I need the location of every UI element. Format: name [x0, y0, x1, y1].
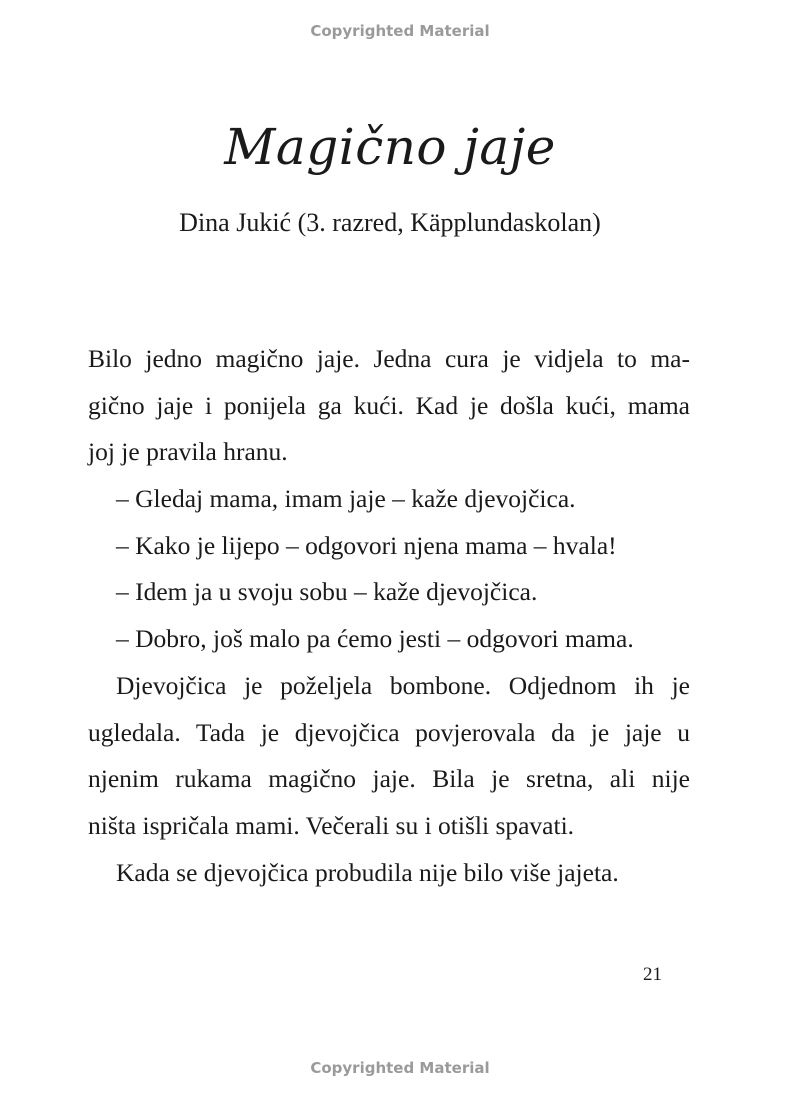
body-line: Djevojčica je poželjela bombone. Odjednom ih je: [116, 670, 690, 700]
story-body: [88, 336, 690, 896]
copyright-watermark-bottom: Copyrighted Material: [310, 1059, 490, 1077]
dialogue-line: – Gledaj mama, imam jaje – kaže djevojčica.: [116, 484, 576, 514]
body-line: Kada se djevojčica probudila nije bilo više jajeta.: [116, 857, 619, 887]
author-line: Dina Jukić (3. razred, Käpplundaskolan): [179, 208, 601, 237]
body-line: joj je pravila hranu.: [88, 437, 288, 467]
dialogue-line: – Kako je lijepo – odgovori njena mama – hvala!: [116, 530, 617, 560]
page-number: 21: [643, 964, 662, 985]
copyright-watermark-top: Copyrighted Material: [310, 22, 490, 40]
body-line: Bilo jedno magično jaje. Jedna cura je vidjela to ma-: [88, 344, 690, 373]
dialogue-line: – Idem ja u svoju sobu – kaže djevojčica.: [116, 577, 538, 607]
body-line: gično jaje i ponijela ga kući. Kad je došla kući, mama: [88, 390, 690, 420]
body-line: njenim rukama magično jaje. Bila je sretna, ali nije: [88, 764, 690, 794]
dialogue-line: – Dobro, još malo pa ćemo jesti – odgovori mama.: [116, 624, 634, 654]
body-line: ugledala. Tada je djevojčica povjerovala da je jaje u: [88, 717, 690, 747]
story-title: Magično jaje: [224, 118, 556, 176]
body-line: ništa ispričala mami. Večerali su i otišli spavati.: [88, 810, 575, 840]
